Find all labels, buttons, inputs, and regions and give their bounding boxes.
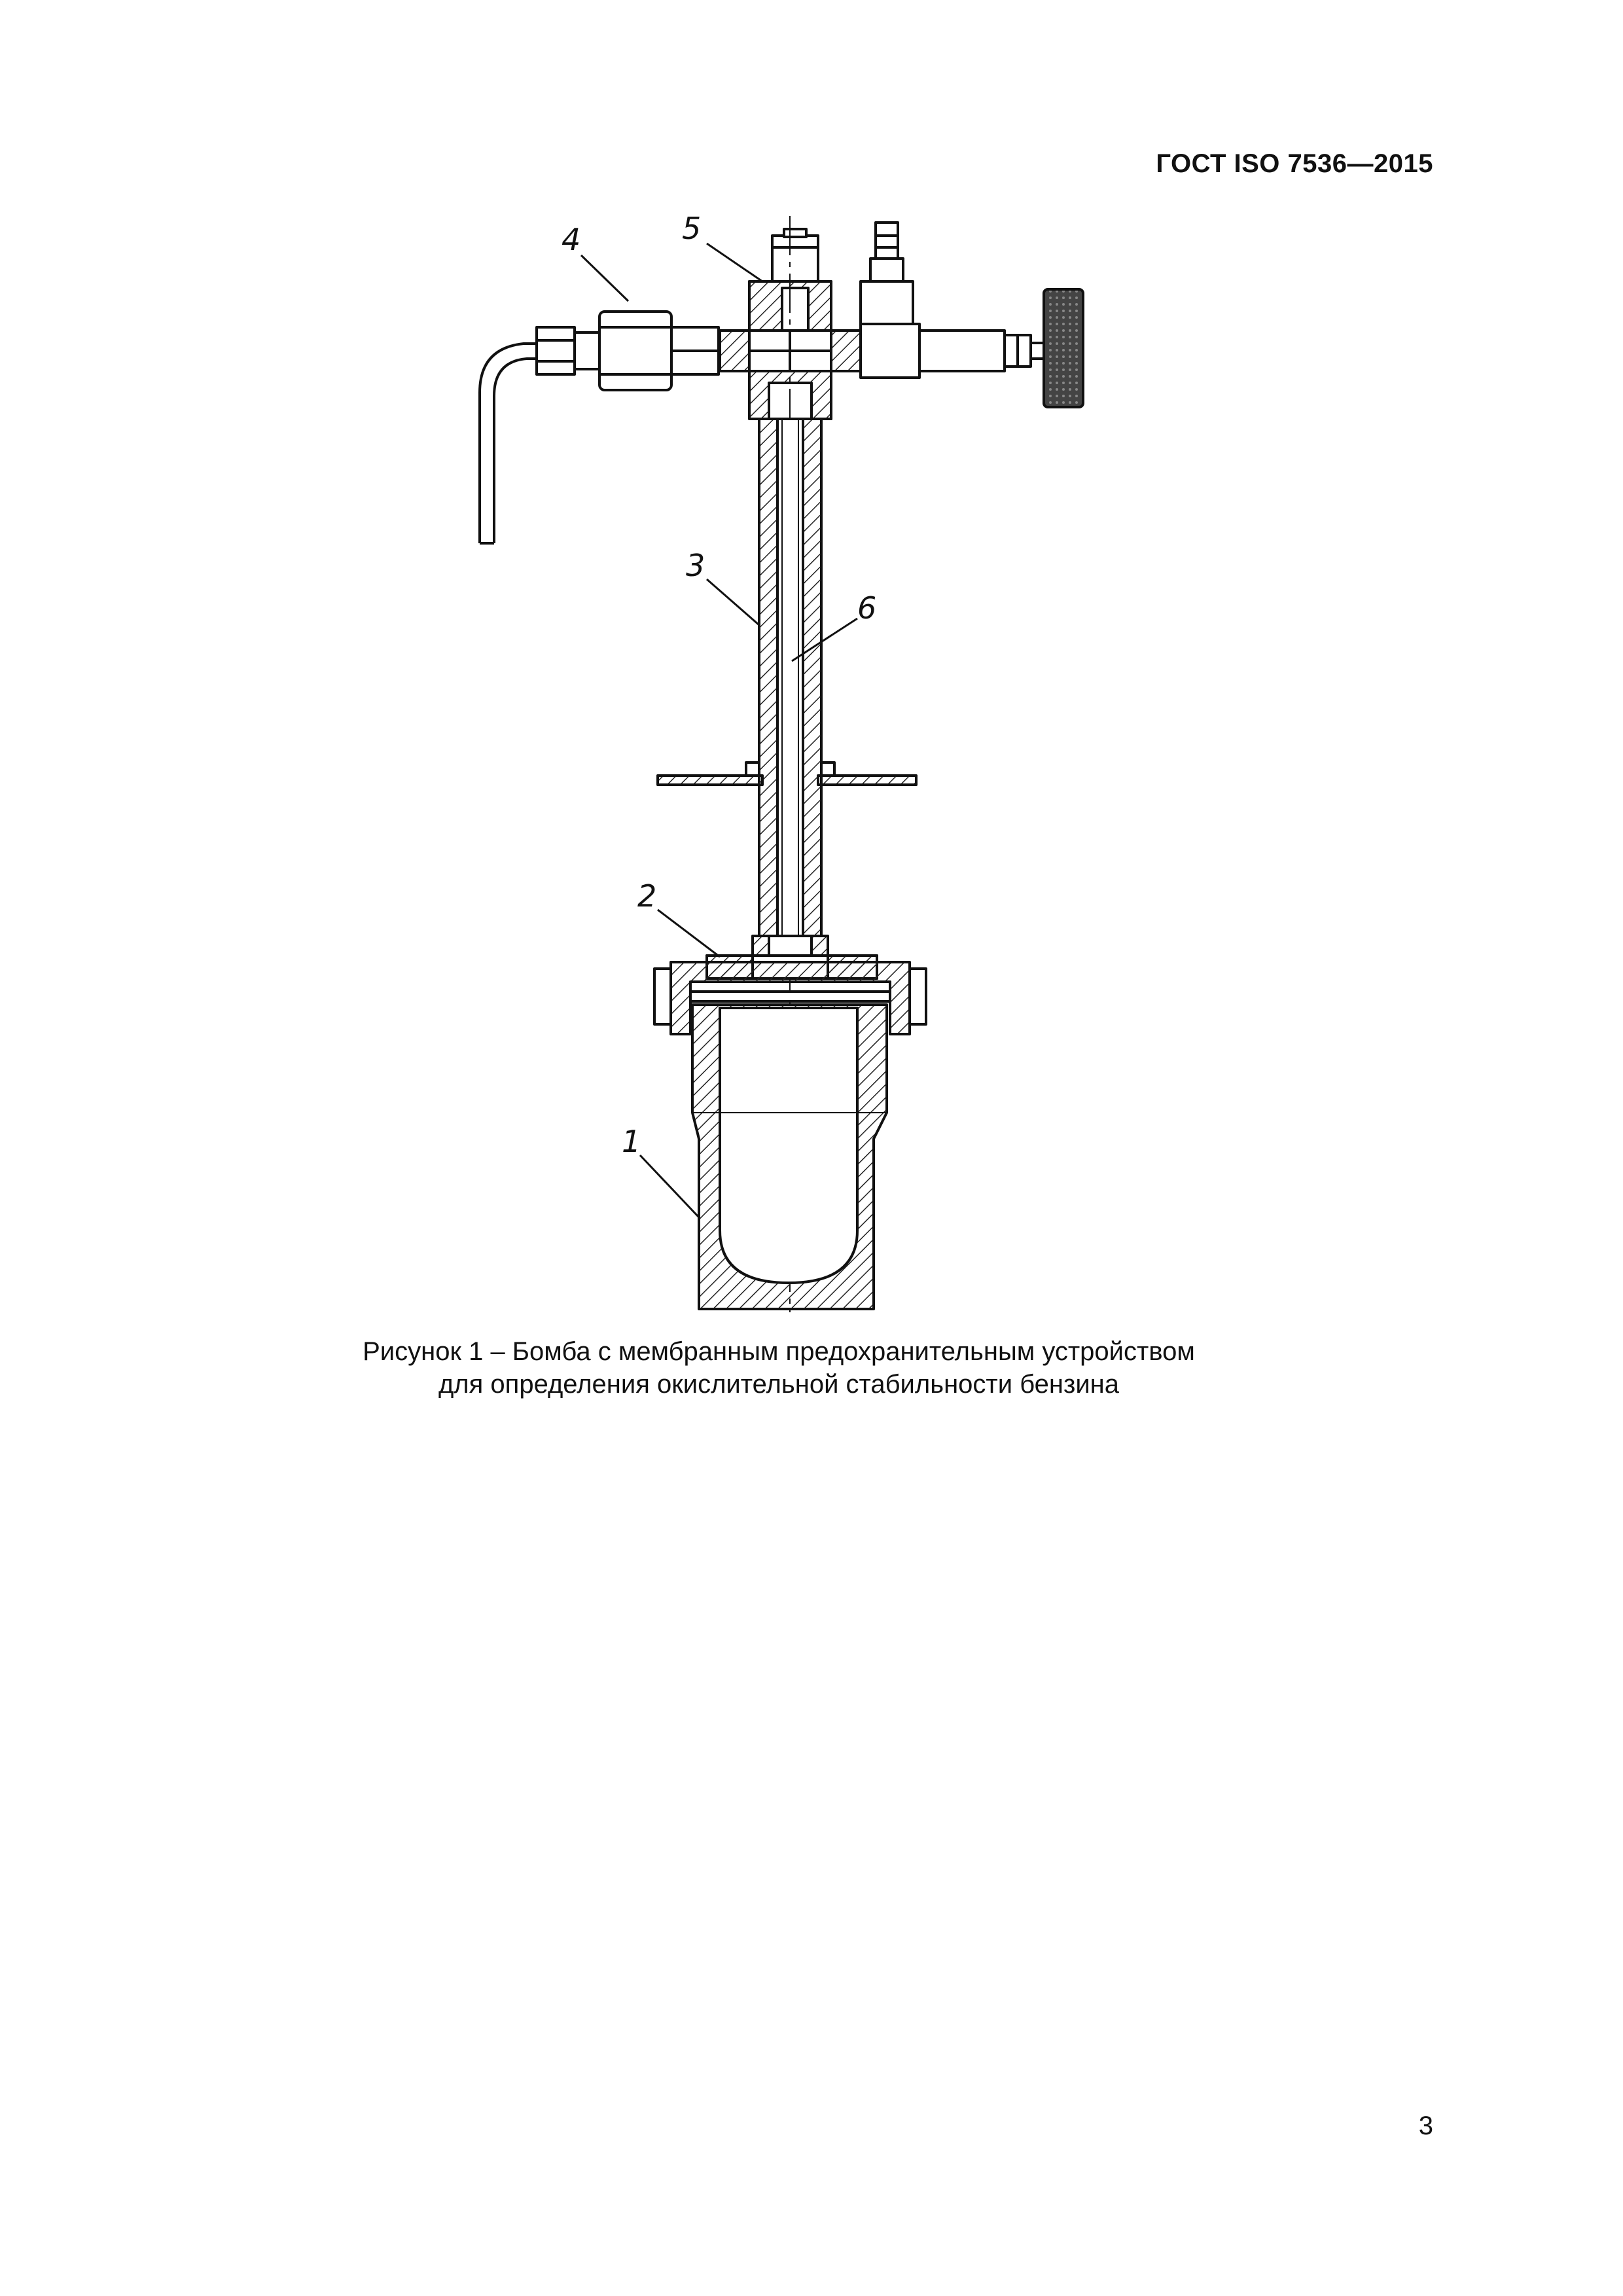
figure-caption (314, 1335, 1243, 1401)
callout-1: 1 (622, 1124, 641, 1159)
document-header: ГОСТ ISO 7536—2015 (1156, 149, 1433, 178)
page-number: 3 (1418, 2111, 1433, 2140)
figure-caption-line-1: Рисунок 1 – Бомба с мембранным предохранительным устройством (363, 1337, 1195, 1366)
callout-5: 5 (682, 211, 702, 246)
callout-3: 3 (686, 548, 705, 583)
callout-6: 6 (857, 590, 877, 626)
bent-pipe (480, 344, 537, 543)
figure-caption-line-2: для определения окислительной стабильности бензина (438, 1370, 1120, 1399)
callout-2: 2 (637, 878, 657, 914)
callout-4: 4 (562, 222, 581, 257)
